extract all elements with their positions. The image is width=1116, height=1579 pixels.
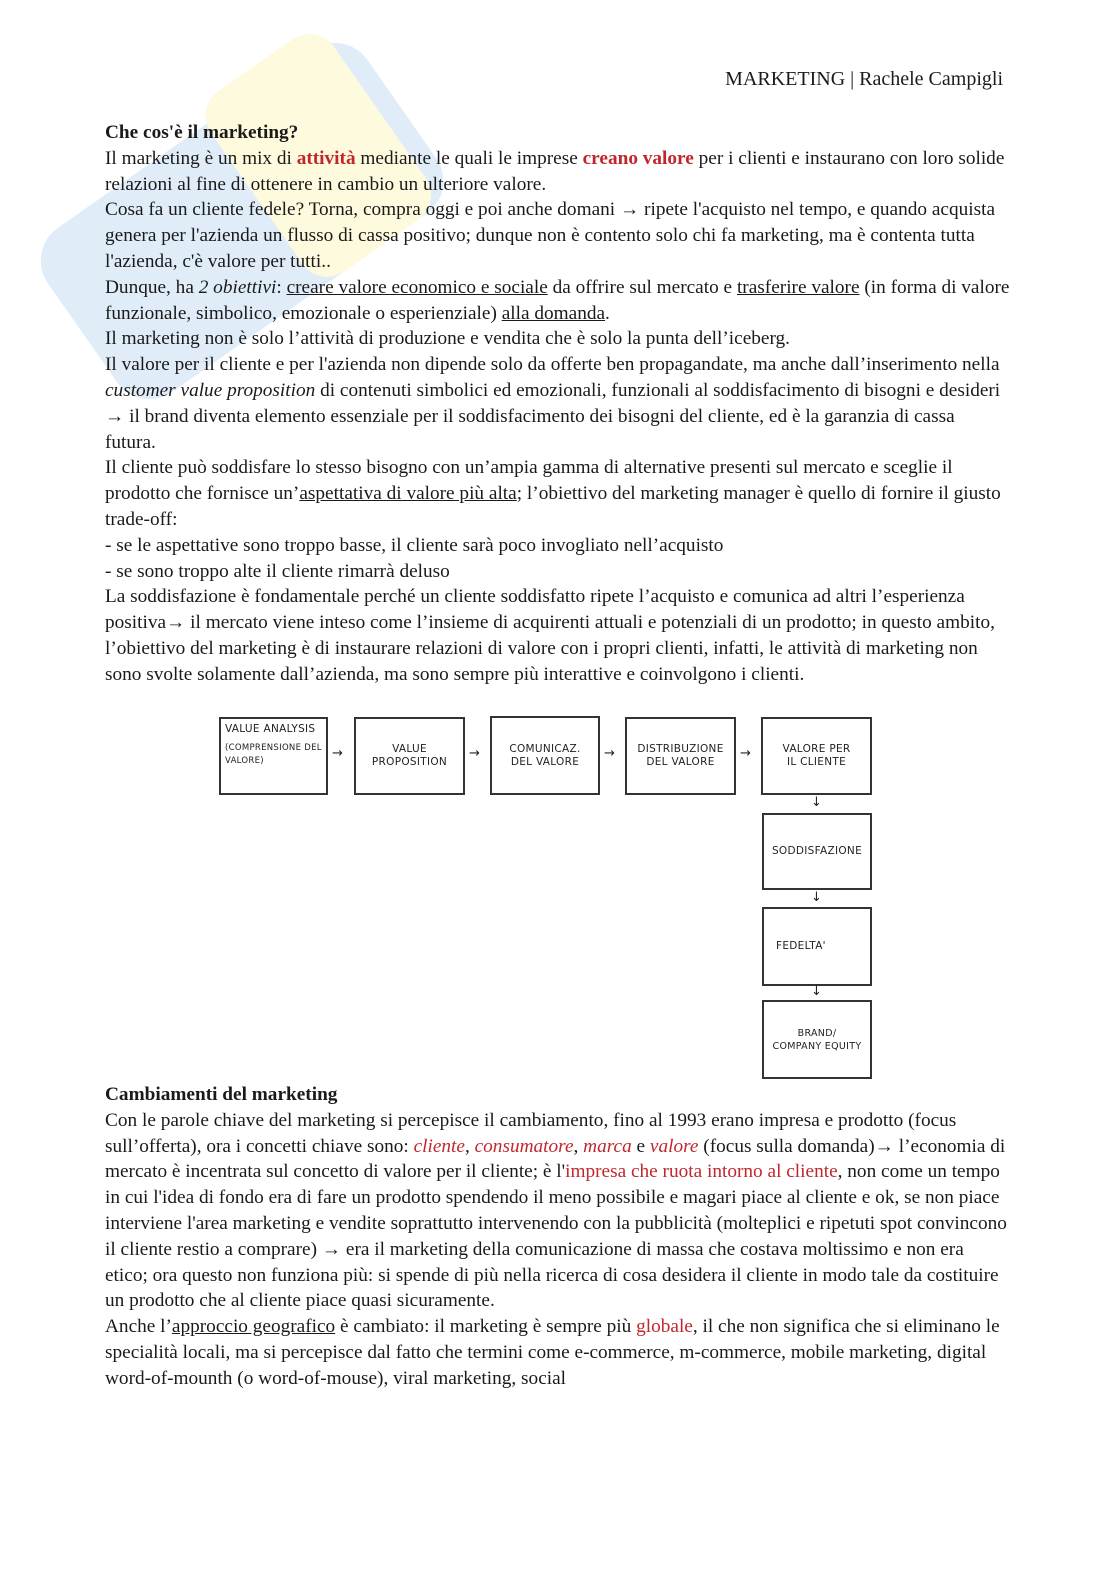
emphasized-text: aspettativa di valore più alta	[299, 483, 517, 505]
emphasized-text: globale	[636, 1316, 693, 1338]
paragraph	[105, 146, 1010, 198]
text-run: , non come un tempo in cui l'idea di fondo era di fare un prodotto spendendo il meno possibile e magari piace al cliente e ok, se non piace interviene l'area marketing e vendite soprattutto intervenendo con la pubblicità (molteplici e ripetuti spot convincono il cliente restio a comprare) → era il marketing della comunicazione di massa che costava moltissimo e non era etico; ora questo non funziona più: si spende di più nella ricerca di cosa desidera il cliente in modo tale da costituire un prodotto che al cliente piace quasi sicuramente.	[105, 1161, 1007, 1312]
box-valore-cliente	[761, 717, 872, 795]
box-label: COMUNICAZ.	[509, 742, 581, 755]
text-run: Il cliente può soddisfare lo stesso bisogno con un’ampia gamma di alternative presenti sul mercato e sceglie il prodotto che fornisce un’	[105, 457, 953, 505]
emphasized-text: approccio geografico	[171, 1316, 336, 1338]
emphasized-text: cliente	[413, 1135, 465, 1157]
box-label: DISTRIBUZIONE	[637, 743, 724, 755]
text-run: Con le parole chiave del marketing si percepisce il cambiamento, fino al 1993 erano impresa e prodotto (focus sull’offerta), ora i concetti chiave sono:	[105, 1109, 957, 1157]
text-run: da offrire sul mercato e	[547, 276, 737, 298]
text-run: La soddisfazione è fondamentale perché un cliente soddisfatto ripete l’acquisto e comunica ad altri l’esperienza positiva→ il mercato viene inteso come l’insieme di acquirenti attuali e potenziali di un prodotto; in questo ambito, l’obiettivo del marketing è di instaurare relazioni di valore con i propri clienti, infatti, le attività di marketing non sono svolte solamente dall’azienda, ma sono sempre più interattive e coinvolgono i clienti.	[105, 586, 995, 685]
box-label: BRAND/	[797, 1027, 837, 1039]
text-run: (focus sulla domanda)→ l’economia di mercato è incentrata sul concetto di valore per il cliente; è l'	[105, 1135, 1006, 1183]
emphasized-text: impresa che ruota intorno al cliente	[565, 1161, 838, 1183]
box-value-analysis	[219, 717, 328, 795]
box-label: VALUE ANALYSIS	[225, 723, 316, 735]
paragraph	[105, 197, 1010, 274]
text-run: mediante le quali le imprese	[355, 147, 583, 169]
text-run: ; l’obiettivo del marketing manager è quello di fornire il giusto trade-off:	[105, 483, 1001, 530]
text-run: , il che non significa che si eliminano le specialità locali, ma si percepisce dal fatto che termini come e-commerce, m-commerce, mobile marketing, digital word-of-mounth (o word-of-mouse), viral marketing, social	[105, 1316, 1000, 1389]
box-soddisfazione	[762, 813, 872, 890]
paragraph	[105, 533, 1010, 559]
section-changes	[105, 1082, 1010, 1392]
box-fedelta	[762, 907, 872, 986]
emphasized-text: creano valore	[582, 147, 694, 169]
box-value-proposition	[354, 717, 465, 795]
page-header: MARKETING | Rachele Campigli	[725, 68, 1003, 90]
emphasized-text: consumatore	[474, 1135, 574, 1157]
paragraph	[105, 352, 1010, 455]
arrow-down-icon: ↓	[811, 795, 822, 810]
box-comunicazione	[490, 716, 600, 795]
text-run: per i clienti e instaurano con loro solide relazioni al fine di ottenere in cambio un ulteriore valore.	[105, 147, 1005, 195]
emphasized-text: marca	[583, 1135, 632, 1157]
text-run: è cambiato: il marketing è sempre più	[335, 1316, 637, 1338]
box-label: DEL VALORE	[510, 755, 580, 768]
text-run: Il marketing è un mix di	[105, 147, 297, 169]
arrow-down-icon: ↓	[811, 890, 822, 905]
emphasized-text: customer value proposition	[105, 379, 316, 401]
paragraph	[105, 455, 1010, 532]
text-run: Il marketing non è solo l’attività di produzione e vendita che è solo la punta dell’iceberg.	[105, 328, 790, 350]
text-run: .	[605, 302, 610, 324]
box-sublabel: (COMPRENSIONE DEL VALORE)	[225, 743, 322, 766]
box-label: DEL VALORE	[646, 756, 715, 768]
text-run: - se le aspettative sono troppo basse, il cliente sarà poco invogliato nell’acquisto	[105, 534, 724, 556]
arrow-right-icon: →	[740, 746, 751, 761]
box-distribuzione	[625, 717, 736, 795]
box-label: COMPANY EQUITY	[772, 1040, 862, 1052]
paragraph	[105, 1314, 1010, 1391]
emphasized-text: attività	[296, 147, 356, 169]
section-what-is-marketing	[105, 120, 1010, 688]
box-label: SODDISFAZIONE	[771, 845, 863, 857]
text-run: ,	[573, 1135, 584, 1157]
paragraph	[105, 326, 1010, 352]
emphasized-text: creare valore economico e sociale	[286, 276, 548, 298]
arrow-right-icon: →	[604, 746, 615, 761]
section-title: Che cos'è il marketing?	[105, 122, 299, 143]
box-label: IL CLIENTE	[786, 756, 847, 768]
text-run: e	[631, 1135, 650, 1157]
arrow-right-icon: →	[332, 746, 343, 761]
text-run: Dunque, ha	[105, 276, 199, 298]
paragraph	[105, 584, 1010, 687]
text-run: ,	[464, 1135, 475, 1157]
paragraph	[105, 1108, 1010, 1314]
box-label: VALUE PROPOSITION	[371, 743, 448, 768]
text-run: Anche l’	[105, 1316, 172, 1338]
emphasized-text: trasferire valore	[736, 276, 860, 298]
text-run: di contenuti simbolici ed emozionali, funzionali al soddisfacimento di bisogni e desideri → il brand diventa elemento essenziale per il soddisfacimento dei bisogni del cliente, ed è la garanzia di cassa futura.	[105, 379, 1001, 453]
text-run: Il valore per il cliente e per l'azienda non dipende solo da offerte ben propagandate, ma anche dall’inserimento nella	[105, 354, 1000, 376]
box-label: FEDELTA'	[776, 940, 826, 952]
box-label: VALORE PER	[782, 743, 851, 755]
box-brand-equity	[762, 1000, 872, 1079]
emphasized-text: alla domanda	[501, 302, 606, 324]
text-run: (in forma di valore funzionale, simbolico, emozionale o esperienziale)	[105, 276, 1010, 324]
text-run: Cosa fa un cliente fedele? Torna, compra oggi e poi anche domani → ripete l'acquisto nel tempo, e quando acquista genera per l'azienda un flusso di cassa positivo; dunque non è contento solo chi fa marketing, ma è contenta tutta l'azienda, c'è valore per tutti..	[105, 199, 996, 272]
text-run: :	[276, 276, 287, 298]
emphasized-text: valore	[649, 1135, 699, 1157]
text-run: - se sono troppo alte il cliente rimarrà deluso	[105, 560, 450, 582]
arrow-right-icon: →	[469, 746, 480, 761]
section-title: Cambiamenti del marketing	[105, 1084, 338, 1105]
emphasized-text: 2 obiettivi	[198, 276, 277, 298]
paragraph	[105, 275, 1010, 327]
arrow-down-icon: ↓	[811, 984, 822, 999]
paragraph	[105, 559, 1010, 585]
